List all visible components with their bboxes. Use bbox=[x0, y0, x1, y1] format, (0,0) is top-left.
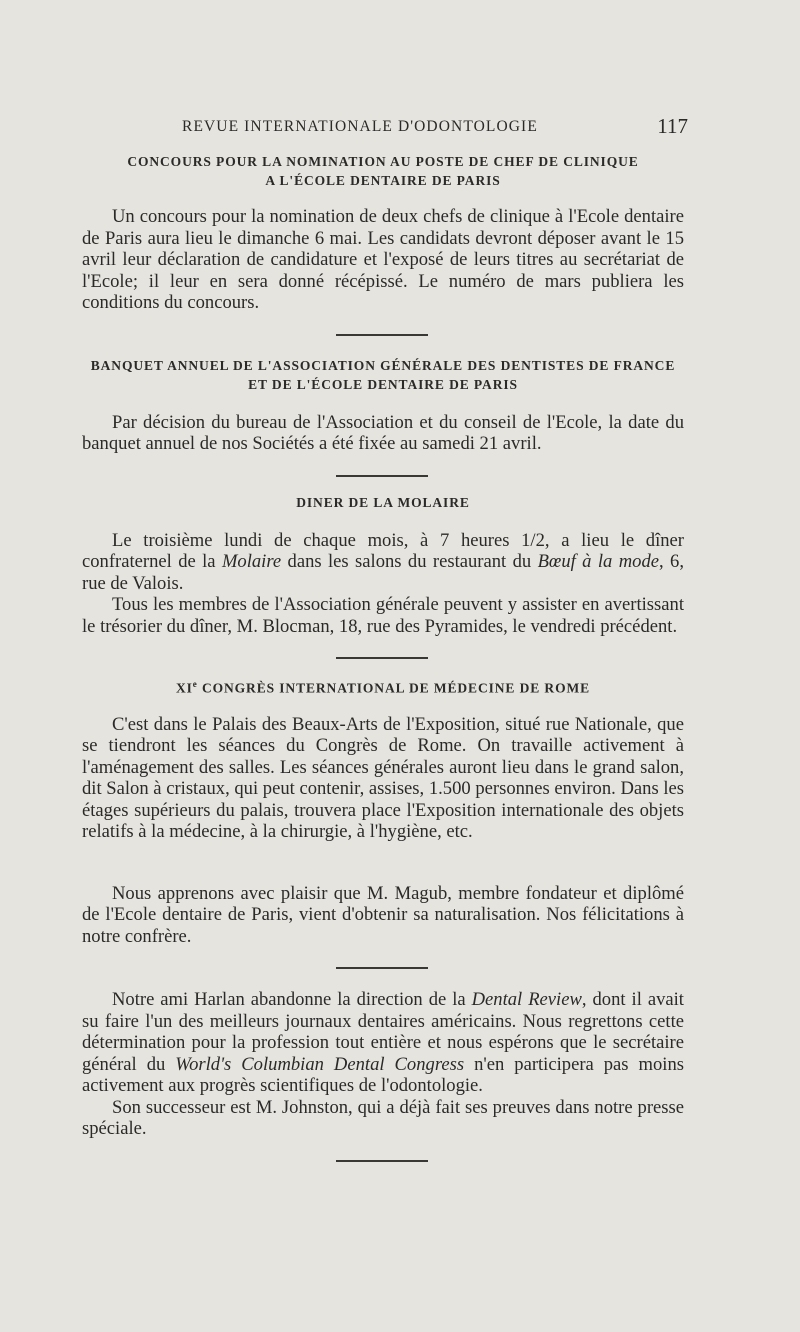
text-run: Le troisième lundi de chaque mois, à 7 heures 1/2, a lieu le dîner confraternel de la bbox=[82, 529, 684, 572]
paragraph-molaire-2: Tous les membres de l'Association générale peuvent y assister en avertissant le trésorier du dîner, M. Blocman, 18, rue des Pyramides, le vendredi précédent. bbox=[82, 594, 684, 637]
paragraph-harlan-2: Son successeur est M. Johnston, qui a déjà fait ses preuves dans notre presse spéciale. bbox=[82, 1096, 684, 1139]
paragraph-molaire-1 bbox=[82, 530, 684, 595]
text-run: dans les salons du restaurant du bbox=[281, 551, 538, 572]
italic-run: World's Columbian Dental Congress bbox=[175, 1053, 465, 1075]
text-run: n'en participera pas moins activement aux progrès scientifiques de l'odontologie. bbox=[82, 1053, 684, 1096]
text-run: Notre ami Harlan abandonne la direction de la bbox=[112, 989, 472, 1010]
section-divider bbox=[336, 1160, 428, 1162]
title-line: DINER DE LA MOLAIRE bbox=[296, 494, 470, 510]
text-run: , dont il avait su faire l'un des meilleurs journaux dentaires américains. Nous regrettons cette détermination pour la profession tout entière et nous espérons que le secrétaire général du bbox=[82, 989, 684, 1075]
section-title-concours bbox=[82, 152, 684, 190]
paragraph-banquet: Par décision du bureau de l'Association et du conseil de l'Ecole, la date du banquet annuel de nos Sociétés a été fixée au samedi 21 avril. bbox=[82, 411, 684, 454]
title-line: BANQUET ANNUEL DE L'ASSOCIATION GÉNÉRALE DES DENTISTES DE FRANCE bbox=[90, 357, 676, 373]
page-number: 117 bbox=[657, 114, 688, 138]
article-column bbox=[82, 152, 684, 1162]
paragraph-harlan-1 bbox=[82, 989, 684, 1097]
title-superscript: e bbox=[192, 679, 198, 689]
paragraph-concours: Un concours pour la nomination de deux chefs de clinique à l'Ecole dentaire de Paris aura lieu le dimanche 6 mai. Les candidats devront déposer avant le 15 avril leur déclaration de candidature et l'exposé de leurs titres au secrétariat de l'Ecole; il leur en sera donné récépissé. Le numéro de mars publiera les conditions du concours. bbox=[82, 206, 684, 313]
title-line: ET DE L'ÉCOLE DENTAIRE DE PARIS bbox=[248, 376, 518, 392]
italic-run: Bœuf à la mode bbox=[537, 551, 659, 572]
section-title-congres bbox=[82, 675, 684, 698]
paragraph-congres: C'est dans le Palais des Beaux-Arts de l'Exposition, situé rue Nationale, que se tiendront les séances du Congrès de Rome. On travaille activement à l'aménagement des salles. Les séances générales auront lieu dans le grand salon, dit Salon à cristaux, qui peut contenir, assises, 1.500 personnes environ. Dans les étages supérieurs du palais, trouvera place l'Exposition internationale des objets relatifs à la médecine, à la chirurgie, à l'hygiène, etc. bbox=[82, 713, 684, 842]
section-title-molaire bbox=[82, 493, 684, 512]
italic-run: Dental Review bbox=[471, 989, 582, 1010]
text-run: , 6, rue de Valois. bbox=[82, 551, 684, 594]
page-header bbox=[60, 114, 688, 144]
title-line: CONCOURS POUR LA NOMINATION AU POSTE DE CHEF DE CLINIQUE bbox=[127, 154, 639, 169]
running-head: REVUE INTERNATIONALE D'ODONTOLOGIE bbox=[182, 118, 538, 135]
section-title-banquet bbox=[82, 356, 684, 394]
title-prefix: XI bbox=[175, 680, 193, 696]
paragraph-naturalisation: Nous apprenons avec plaisir que M. Magub, membre fondateur et diplômé de l'Ecole dentaire de Paris, vient d'obtenir sa naturalisation. Nos félicitations à notre confrère. bbox=[82, 882, 684, 947]
title-line: A L'ÉCOLE DENTAIRE DE PARIS bbox=[265, 173, 501, 188]
title-rest: CONGRÈS INTERNATIONAL DE MÉDECINE DE ROME bbox=[197, 680, 591, 696]
italic-run: Molaire bbox=[221, 551, 282, 572]
